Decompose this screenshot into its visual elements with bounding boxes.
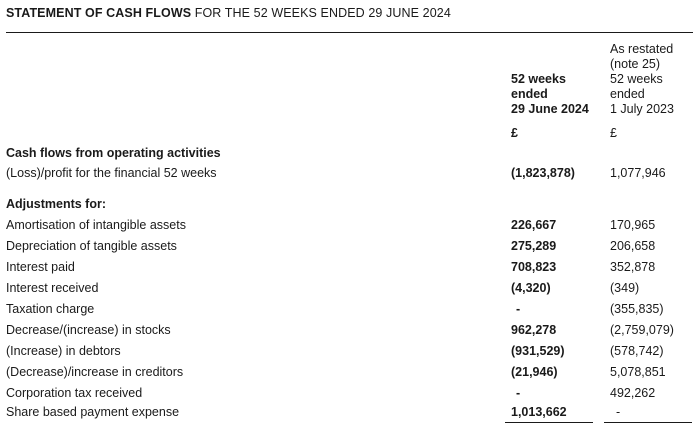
row-label: Corporation tax received: [6, 386, 143, 400]
table-row: [6, 302, 696, 322]
prior-value: 352,878: [610, 260, 656, 274]
current-unit: £: [511, 126, 518, 140]
current-value: (21,946): [511, 365, 558, 379]
row-label: Decrease/(increase) in stocks: [6, 323, 171, 337]
current-value: 226,667: [511, 218, 557, 232]
row-label: Interest paid: [6, 260, 75, 274]
table-row: [6, 260, 696, 280]
row-label: (Decrease)/increase in creditors: [6, 365, 184, 379]
row-label: Cash flows from operating activities: [6, 146, 221, 160]
prior-period-header: [610, 42, 700, 117]
page-title: [6, 6, 451, 20]
current-period-header: [511, 72, 601, 117]
prior-value: 492,262: [610, 386, 656, 400]
prior-value: -: [616, 405, 621, 419]
current-value: (4,320): [511, 281, 551, 295]
current-value: 275,289: [511, 239, 557, 253]
prior-header-line: 1 July 2023: [610, 102, 674, 116]
current-header-line: 52 weeks: [511, 72, 566, 86]
table-row: [6, 386, 696, 406]
table-row: [6, 218, 696, 238]
prior-header-line: ended: [610, 87, 645, 101]
current-value: -: [516, 386, 521, 400]
row-label: Interest received: [6, 281, 99, 295]
header-rule: [6, 32, 693, 33]
title-rest: FOR THE 52 WEEKS ENDED 29 JUNE 2024: [194, 6, 451, 20]
row-label: Depreciation of tangible assets: [6, 239, 177, 253]
table-row: [6, 146, 696, 166]
prior-unit: £: [610, 126, 617, 140]
current-header-line: 29 June 2024: [511, 102, 589, 116]
current-value: 708,823: [511, 260, 557, 274]
prior-value: (2,759,079): [610, 323, 674, 337]
prior-header-line: 52 weeks: [610, 72, 663, 86]
prior-header-line: As restated: [610, 42, 674, 56]
prior-total-underline: [604, 422, 692, 423]
prior-value: (355,835): [610, 302, 664, 316]
prior-value: (349): [610, 281, 640, 295]
current-value: (931,529): [511, 344, 565, 358]
current-header-line: ended: [511, 87, 548, 101]
current-value: 1,013,662: [511, 405, 567, 419]
current-value: 962,278: [511, 323, 557, 337]
table-row: [6, 166, 696, 186]
table-row: [6, 197, 696, 217]
current-value: (1,823,878): [511, 166, 575, 180]
title-bold: STATEMENT OF CASH FLOWS: [6, 6, 192, 20]
table-row: [6, 281, 696, 301]
current-total-underline: [505, 422, 593, 423]
table-row: [6, 239, 696, 259]
row-label: Taxation charge: [6, 302, 95, 316]
prior-value: 1,077,946: [610, 166, 666, 180]
row-label: (Increase) in debtors: [6, 344, 121, 358]
prior-header-line: (note 25): [610, 57, 661, 71]
current-value: -: [516, 302, 521, 316]
row-label: Adjustments for:: [6, 197, 106, 211]
table-row: [6, 323, 696, 343]
prior-value: 5,078,851: [610, 365, 666, 379]
table-row: [6, 365, 696, 385]
table-row: [6, 344, 696, 364]
prior-value: 170,965: [610, 218, 656, 232]
row-label: (Loss)/profit for the financial 52 weeks: [6, 166, 217, 180]
row-label: Share based payment expense: [6, 405, 180, 419]
prior-value: (578,742): [610, 344, 664, 358]
row-label: Amortisation of intangible assets: [6, 218, 186, 232]
prior-value: 206,658: [610, 239, 656, 253]
